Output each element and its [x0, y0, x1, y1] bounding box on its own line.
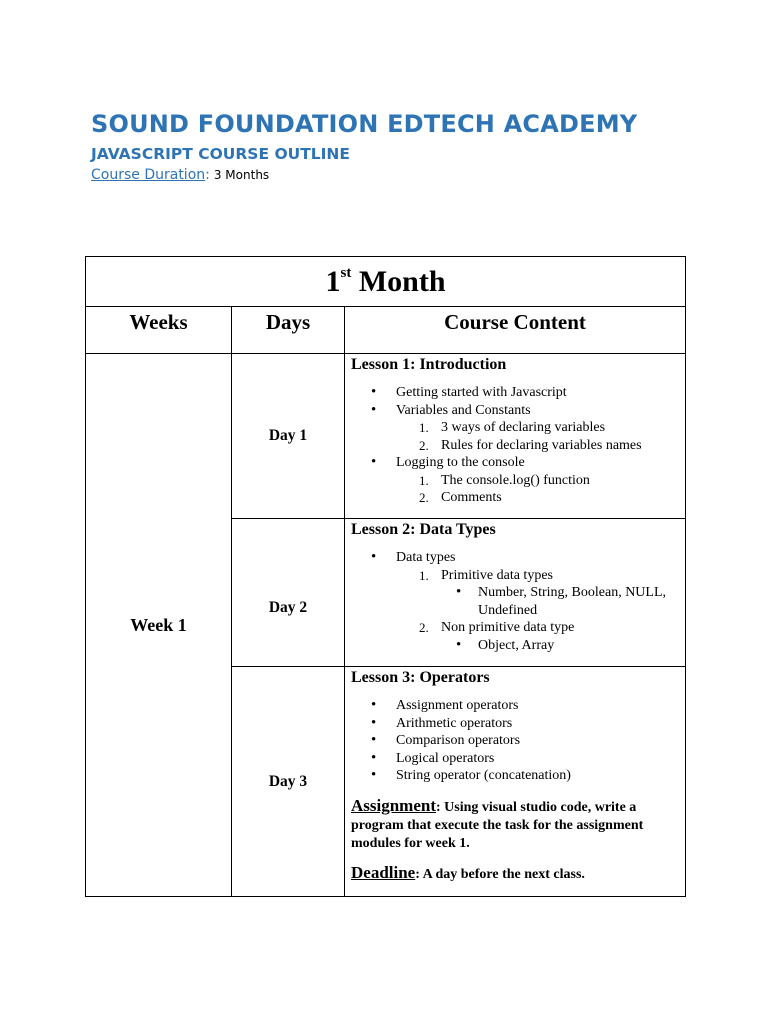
- list-item: Primitive data types • Number, String, Boolean, NULL, Undefined: [441, 567, 679, 620]
- deadline-text: : A day before the next class.: [415, 866, 585, 882]
- list-item: • Logging to the console The console.log() function Comments: [396, 454, 679, 507]
- list-item: • Number, String, Boolean, NULL, Undefined: [478, 584, 679, 619]
- assignment-label: Assignment: [351, 795, 437, 815]
- list-item: Comments: [441, 490, 502, 505]
- course-table: [85, 256, 686, 897]
- topic-list: [351, 549, 679, 654]
- month-title: [325, 265, 445, 298]
- document-header: [91, 109, 637, 185]
- month-word: Month: [358, 264, 446, 298]
- academy-title: SOUND FOUNDATION EDTECH ACADEMY: [91, 110, 638, 138]
- lesson-content: [345, 354, 686, 519]
- course-duration: [91, 165, 637, 185]
- week-cell: Week 1: [86, 354, 232, 897]
- list-item: • Object, Array: [478, 637, 679, 655]
- assignment-note: [351, 797, 679, 853]
- list-item: 3 ways of declaring variables: [441, 420, 606, 435]
- list-item: • Arithmetic operators: [396, 715, 679, 733]
- list-item: • String operator (concatenation): [396, 767, 679, 785]
- list-item: • Logical operators: [396, 750, 679, 768]
- assignment-text: : Using visual studio code, write a program that execute the task for the assignment modules for week 1.: [351, 799, 644, 851]
- lesson-title: Lesson 2: Data Types: [351, 521, 496, 538]
- list-item: • Comparison operators: [396, 732, 679, 750]
- col-header-weeks: Weeks: [86, 307, 232, 354]
- lesson-title: Lesson 1: Introduction: [351, 356, 507, 373]
- list-item: • Getting started with Javascript: [396, 384, 679, 402]
- lesson-title: Lesson 3: Operators: [351, 669, 490, 686]
- deadline-label: Deadline: [351, 862, 416, 882]
- col-header-days: Days: [232, 307, 345, 354]
- deadline-note: [351, 863, 679, 885]
- sub-list: [396, 472, 679, 507]
- sub-sub-list: [441, 637, 679, 655]
- list-item: Non primitive data type • Object, Array: [441, 619, 679, 654]
- month-number: 1: [325, 264, 341, 298]
- list-item: Rules for declaring variables names: [441, 437, 642, 453]
- list-item: The console.log() function: [441, 472, 590, 488]
- day-cell: Day 3: [232, 667, 345, 897]
- day-cell: Day 2: [232, 519, 345, 667]
- course-outline-title: JAVASCRIPT COURSE OUTLINE: [91, 145, 350, 163]
- sub-sub-list: [441, 584, 679, 619]
- lesson-content: [345, 667, 686, 897]
- topic-list: [351, 697, 679, 785]
- topic-list: [351, 384, 679, 507]
- list-item: • Assignment operators: [396, 697, 679, 715]
- duration-colon: :: [205, 167, 210, 183]
- duration-label: Course Duration: [91, 167, 206, 183]
- month-header: [86, 257, 686, 307]
- lesson-content: [345, 519, 686, 667]
- list-item: • Variables and Constants 3 ways of declaring variables Rules for declaring variables names: [396, 402, 679, 455]
- list-item: • Data types Primitive data types • Number, String, Boolean, NULL, Undefined Non primitive data type • Object, Array: [396, 549, 679, 654]
- sub-list: [396, 419, 679, 454]
- sub-list: [396, 567, 679, 655]
- col-header-content: Course Content: [345, 307, 686, 354]
- month-suffix: st: [340, 264, 352, 281]
- duration-value: 3 Months: [213, 168, 270, 182]
- day-cell: Day 1: [232, 354, 345, 519]
